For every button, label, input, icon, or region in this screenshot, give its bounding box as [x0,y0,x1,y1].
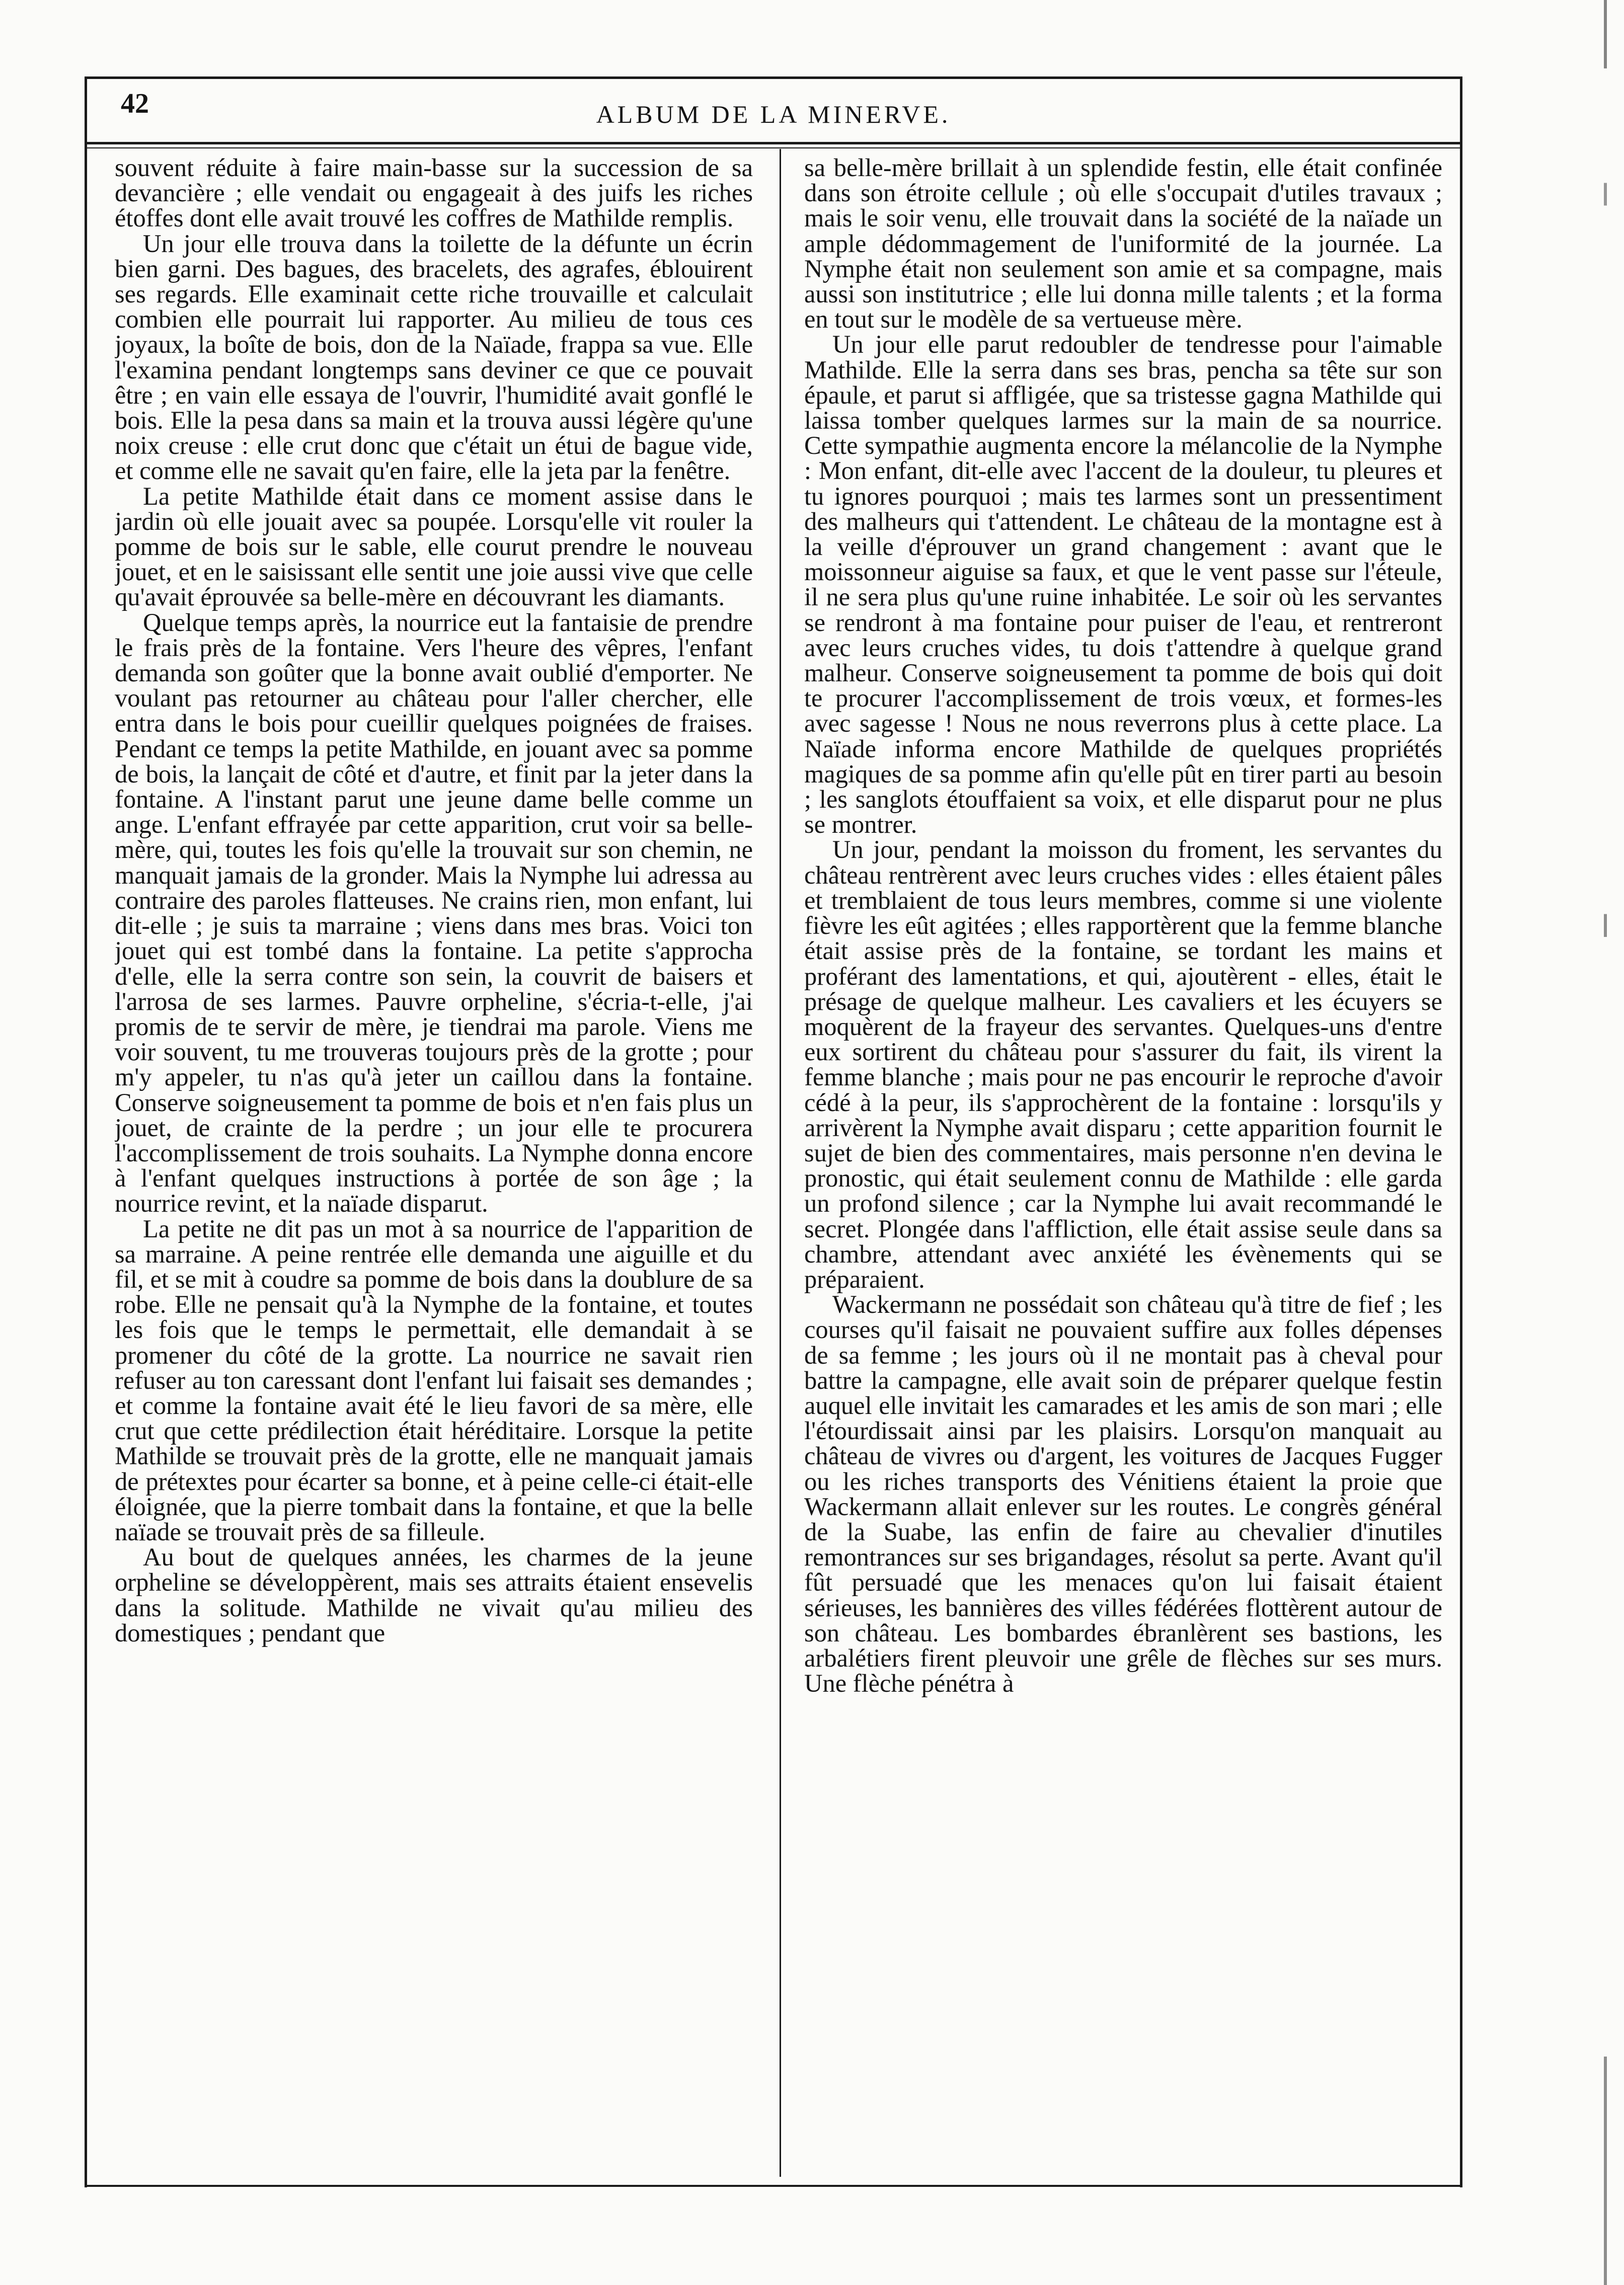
page-number: 42 [121,88,149,119]
column-divider [780,149,781,2177]
page-header [85,76,1462,142]
paragraph: sa belle-mère brillait à un splendide festin, elle était confinée dans son étroite cellule ; où elle s'occupait d'utiles travaux ; mais le soir venu, elle trouvait dans la société de la naïade un ample dédommagement de l'uniformité de la journée. La Nymphe était non seulement son amie et sa compagne, mais aussi son institutrice ; elle lui donna mille talents ; et la forma en tout sur le modèle de sa vertueuse mère. [804,155,1442,334]
bottom-rule [85,2185,1462,2187]
paragraph: Un jour elle trouva dans la toilette de la défunte un écrin bien garni. Des bagues, des bracelets, des agrafes, éblouirent ses regards. Elle examinait cette riche trouvaille et calculait combien elle pourrait lui rapporter. Au milieu de tous ces joyaux, la boîte de bois, don de la Naïade, frappa sa vue. Elle l'examina pendant longtemps sans deviner ce que ce pouvait être ; en vain elle essaya de l'ouvrir, l'humidité avait gonflé le bois. Elle la pesa dans sa main et la trouva aussi légère qu'une noix creuse : elle crut donc que c'était un étui de bague vide, et comme elle ne savait qu'en faire, elle la jeta par la fenêtre. [115,229,753,485]
paragraph: La petite ne dit pas un mot à sa nourrice de l'apparition de sa marraine. A peine rentrée elle demanda une aiguille et du fil, et se mit à coudre sa pomme de bois dans la doublure de sa robe. Elle ne pensait qu'à la Nymphe de la fontaine, et toutes les fois que le temps le permettait, elle demandait à se promener du côté de la grotte. La nourrice ne savait rien refuser au ton caressant dont l'enfant lui faisait ses demandes ; et comme la fontaine avait été le lieu favori de sa mère, elle crut que cette prédilection était héréditaire. Lorsque la petite Mathilde se trouvait près de la grotte, elle ne manquait jamais de prétextes pour écarter sa bonne, et à peine celle-ci était-elle éloignée, que la pierre tombait dans la fontaine, et que la belle naïade se trouvait près de sa filleule. [115,1214,753,1546]
paragraph: Un jour, pendant la moisson du froment, les servantes du château rentrèrent avec leurs cruches vides : elles étaient pâles et tremblaient de tous leurs membres, comme si une violente fièvre les eût agitées ; elles rapportèrent que la femme blanche était assise près de la fontaine, se tordant les mains et proférant des lamentations, et qui, ajoutèrent - elles, était le présage de quelque malheur. Les cavaliers et les écuyers se moquèrent de la frayeur des servantes. Quelques-uns d'entre eux sortirent du château pour s'assurer du fait, ils virent la femme blanche ; mais pour ne pas encourir le reproche d'avoir cédé à la peur, ils s'approchèrent de la fontaine : lorsqu'ils y arrivèrent la Nymphe avait disparu ; cette apparition fournit le sujet de bien des commentaires, mais personne n'en devina le pronostic, qui était seulement connu de Mathilde : elle garda un profond silence ; car la Nymphe lui avait recommandé le secret. Plongée dans l'affliction, elle était assise seule dans sa chambre, attendant avec anxiété les évènements qui se préparaient. [804,835,1442,1293]
header-double-rule [85,142,1462,148]
left-column [115,155,753,2163]
page-edge-scan-mark [1604,0,1607,2285]
running-title: ALBUM DE LA MINERVE. [596,100,951,128]
paragraph: souvent réduite à faire main-basse sur la succession de sa devancière ; elle vendait ou engageait à des juifs les riches étoffes dont elle avait trouvé les coffres de Mathilde remplis. [115,155,753,232]
paragraph: La petite Mathilde était dans ce moment assise dans le jardin où elle jouait avec sa poupée. Lorsqu'elle vit rouler la pomme de bois sur le sable, elle courut prendre le nouveau jouet, et en le saisissant elle sentit une joie aussi vive que celle qu'avait éprouvée sa belle-mère en découvrant les diamants. [115,482,753,611]
paragraph: Un jour elle parut redoubler de tendresse pour l'aimable Mathilde. Elle la serra dans ses bras, pencha sa tête sur son épaule, et parut si affligée, que sa tristesse gagna Mathilde qui laissa tomber quelques larmes sur la main de sa nourrice. Cette sympathie augmenta encore la mélancolie de la Nymphe : Mon enfant, dit-elle avec l'accent de la douleur, tu pleures et tu ignores pourquoi ; mais tes larmes sont un pressentiment des malheurs qui t'attendent. Le château de la montagne est à la veille d'éprouver un grand changement : avant que le moissonneur aiguise sa faux, et que le vent passe sur l'éteule, il ne sera plus qu'une ruine inhabitée. Le soir où les servantes se rendront à ma fontaine pour puiser de l'eau, et rentreront avec leurs cruches vides, tu dois t'attendre à quelque grand malheur. Conserve soigneusement ta pomme de bois qui doit te procurer l'accomplissement de trois vœux, et formes-les avec sagesse ! Nous ne nous reverrons plus à cette place. La Naïade informa encore Mathilde de quelques propriétés magiques de sa pomme afin qu'elle pût en tirer parti au besoin ; les sanglots étouffaient sa voix, et elle disparut pour ne plus se montrer. [804,330,1442,839]
right-column [804,155,1442,2163]
paragraph: Wackermann ne possédait son château qu'à titre de fief ; les courses qu'il faisait ne pouvaient suffire aux folles dépenses de sa femme ; les jours où il ne montait pas à cheval pour battre la campagne, elle avait soin de préparer quelque festin auquel elle invitait les camarades et les amis de son mari ; elle l'étourdissait ainsi par les plaisirs. Lorsqu'on manquait au château de vivres ou d'argent, les voitures de Jacques Fugger ou les riches transports des Vénitiens étaient la proie que Wackermann allait enlever sur les routes. Le congrès général de la Suabe, las enfin de faire au chevalier d'inutiles remontrances sur ses brigandages, résolut sa perte. Avant qu'il fût persuadé que les menaces qu'on lui faisait étaient sérieuses, les bannières des villes fédérées flottèrent autour de son château. Les bombardes ébranlèrent ses bastions, les arbalétiers firent pleuvoir une grêle de flèches sur ses murs. Une flèche pénétra à [804,1290,1442,1698]
paragraph: Quelque temps après, la nourrice eut la fantaisie de prendre le frais près de la fontaine. Vers l'heure des vêpres, l'enfant demanda son goûter que la bonne avait oublié d'emporter. Ne voulant pas retourner au château pour l'aller chercher, elle entra dans le bois pour cueillir quelques poignées de fraises. Pendant ce temps la petite Mathilde, en jouant avec sa pomme de bois, la lançait de côté et d'autre, et finit par la jeter dans la fontaine. A l'instant parut une jeune dame belle comme un ange. L'enfant effrayée par cette apparition, crut voir sa belle-mère, qui, toutes les fois qu'elle la trouvait sur son chemin, ne manquait jamais de la gronder. Mais la Nymphe lui adressa au contraire des paroles flatteuses. Ne crains rien, mon enfant, lui dit-elle ; je suis ta marraine ; viens dans mes bras. Voici ton jouet qui est tombé dans la fontaine. La petite s'approcha d'elle, elle la serra contre son sein, la couvrit de baisers et l'arrosa de ses larmes. Pauvre orpheline, s'écria-t-elle, j'ai promis de te servir de mère, je tiendrai ma parole. Viens me voir souvent, tu me trouveras toujours près de la grotte ; pour m'y appeler, tu n'as qu'à jeter un caillou dans la fontaine. Conserve soigneusement ta pomme de bois et n'en fais plus un jouet, de crainte de la perdre ; un jour elle te procurera l'accomplissement de trois souhaits. La Nymphe donna encore à l'enfant quelques instructions à portée de son âge ; la nourrice revint, et la naïade disparut. [115,608,753,1218]
paragraph: Au bout de quelques années, les charmes de la jeune orpheline se développèrent, mais ses attraits étaient ensevelis dans la solitude. Mathilde ne vivait qu'au milieu des domestiques ; pendant que [115,1543,753,1647]
